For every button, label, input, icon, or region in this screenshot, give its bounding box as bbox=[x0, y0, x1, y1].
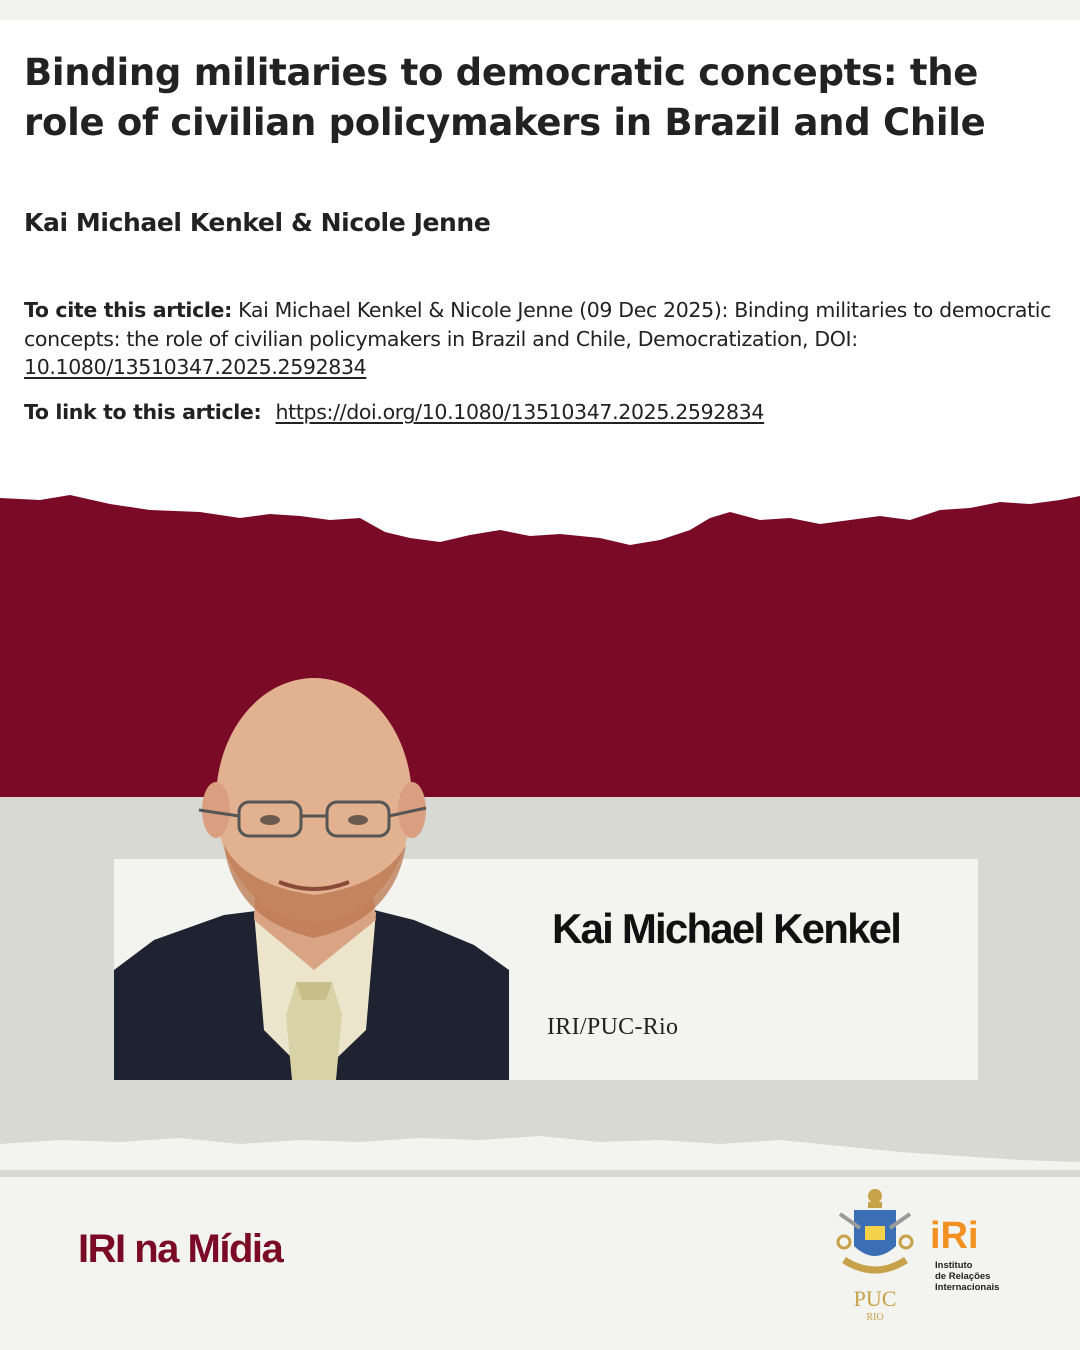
author-photo bbox=[114, 670, 509, 1080]
iri-logo-icon bbox=[928, 1212, 1008, 1252]
profile-affiliation: IRI/PUC-Rio bbox=[547, 1014, 679, 1040]
svg-text:RIO: RIO bbox=[866, 1312, 884, 1323]
article-url-link[interactable]: https://doi.org/10.1080/13510347.2025.2592834 bbox=[275, 400, 765, 424]
article-title: Binding militaries to democratic concepts: the role of civilian policymakers in Brazil and Chile bbox=[24, 51, 986, 144]
cite-label: To cite this article: bbox=[24, 298, 232, 322]
top-strip bbox=[0, 0, 1080, 20]
citation-block bbox=[24, 296, 1074, 382]
torn-bottom-edge bbox=[0, 1130, 1080, 1170]
cite-text: Kai Michael Kenkel & Nicole Jenne (09 Dec 2025): Binding militaries to democratic concepts: the role of civilian policymakers in Brazil and Chile, Democratization, DOI: bbox=[24, 298, 1052, 351]
doi-link[interactable]: 10.1080/13510347.2025.2592834 bbox=[24, 355, 367, 379]
svg-text:iRi: iRi bbox=[930, 1215, 979, 1252]
profile-name: Kai Michael Kenkel bbox=[552, 905, 901, 952]
svg-text:PUC: PUC bbox=[853, 1286, 897, 1311]
article-authors: Kai Michael Kenkel & Nicole Jenne bbox=[24, 208, 491, 237]
link-label: To link to this article: bbox=[24, 400, 262, 424]
puc-rio-logo-icon bbox=[832, 1184, 922, 1324]
iri-logo-text: Instituto de Relações Internacionais bbox=[935, 1260, 1000, 1293]
article-link-row bbox=[24, 400, 764, 424]
section-title: IRI na Mídia bbox=[78, 1227, 283, 1271]
